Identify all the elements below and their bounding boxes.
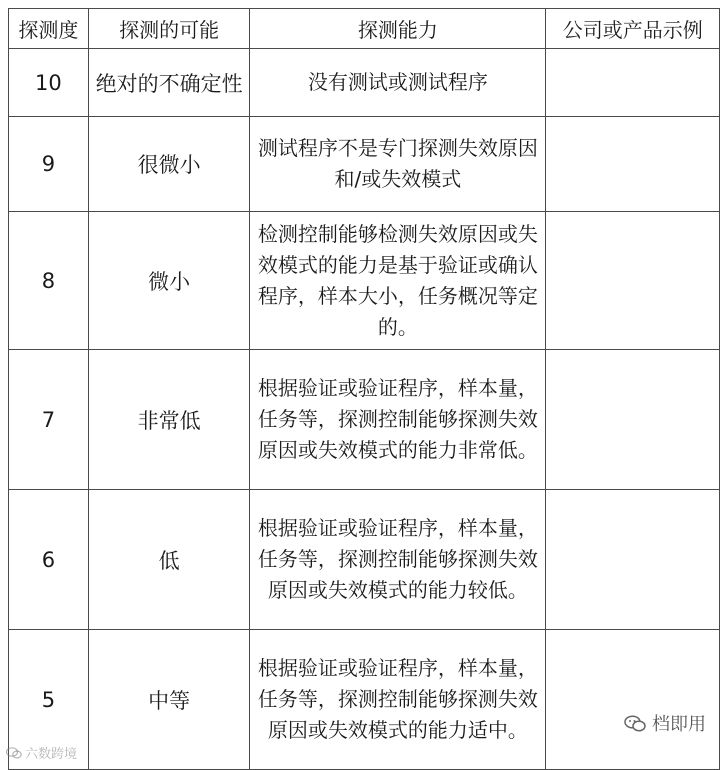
example-cell: [546, 117, 720, 212]
header-detection-likelihood: 探测的可能: [88, 9, 250, 49]
ability-text: 根据验证或验证程序，样本量，任务等，探测控制能够探测失效原因或失效模式的能力适中。: [257, 656, 538, 742]
watermark-left: [6, 743, 77, 762]
example-cell: [546, 350, 720, 490]
table-row: [9, 49, 720, 117]
ability-text: 根据验证或验证程序，样本量，任务等，探测控制能够探测失效原因或失效模式的能力较低。: [257, 516, 538, 602]
example-cell: [546, 212, 720, 350]
rating-cell: 7: [9, 350, 89, 490]
wechat-logo-icon: [624, 715, 646, 733]
likelihood-cell: 很微小: [88, 117, 250, 212]
table-row: [9, 630, 720, 770]
ability-text: 根据验证或验证程序，样本量，任务等，探测控制能够探测失效原因或失效模式的能力非常低。: [257, 376, 538, 462]
ability-text: 测试程序不是专门探测失效原因和/或失效模式: [257, 136, 538, 191]
watermark-right-text: 档即用: [652, 714, 706, 735]
ability-cell: [250, 212, 546, 350]
ability-cell: [250, 117, 546, 212]
likelihood-cell: 微小: [88, 212, 250, 350]
ability-text: 没有测试或测试程序: [307, 70, 488, 94]
detection-rating-table: [8, 8, 720, 770]
likelihood-cell: 低: [88, 490, 250, 630]
ability-cell: [250, 49, 546, 117]
example-cell: [546, 49, 720, 117]
rating-cell: 6: [9, 490, 89, 630]
rating-cell: 8: [9, 212, 89, 350]
header-detection-ability: 探测能力: [250, 9, 546, 49]
ability-text: 检测控制能够检测失效原因或失效模式的能力是基于验证或确认程序，样本大小，任务概况等定的。: [257, 221, 538, 339]
table-row: [9, 350, 720, 490]
example-cell: [546, 630, 720, 770]
ability-cell: [250, 630, 546, 770]
header-example: 公司或产品示例: [546, 9, 720, 49]
watermark-left-text: 六数跨境: [25, 747, 78, 762]
table-row: [9, 212, 720, 350]
rating-cell: 10: [9, 49, 89, 117]
wechat-logo-icon: [6, 747, 22, 759]
ability-cell: [250, 490, 546, 630]
likelihood-cell: 绝对的不确定性: [88, 49, 250, 117]
watermark-right: [624, 710, 706, 736]
header-detection-rating: 探测度: [9, 9, 89, 49]
ability-cell: [250, 350, 546, 490]
example-cell: [546, 490, 720, 630]
rating-cell: 5: [9, 630, 89, 770]
likelihood-cell: 中等: [88, 630, 250, 770]
table-row: [9, 117, 720, 212]
likelihood-cell: 非常低: [88, 350, 250, 490]
rating-cell: 9: [9, 117, 89, 212]
header-row: [9, 9, 720, 49]
table-row: [9, 490, 720, 630]
